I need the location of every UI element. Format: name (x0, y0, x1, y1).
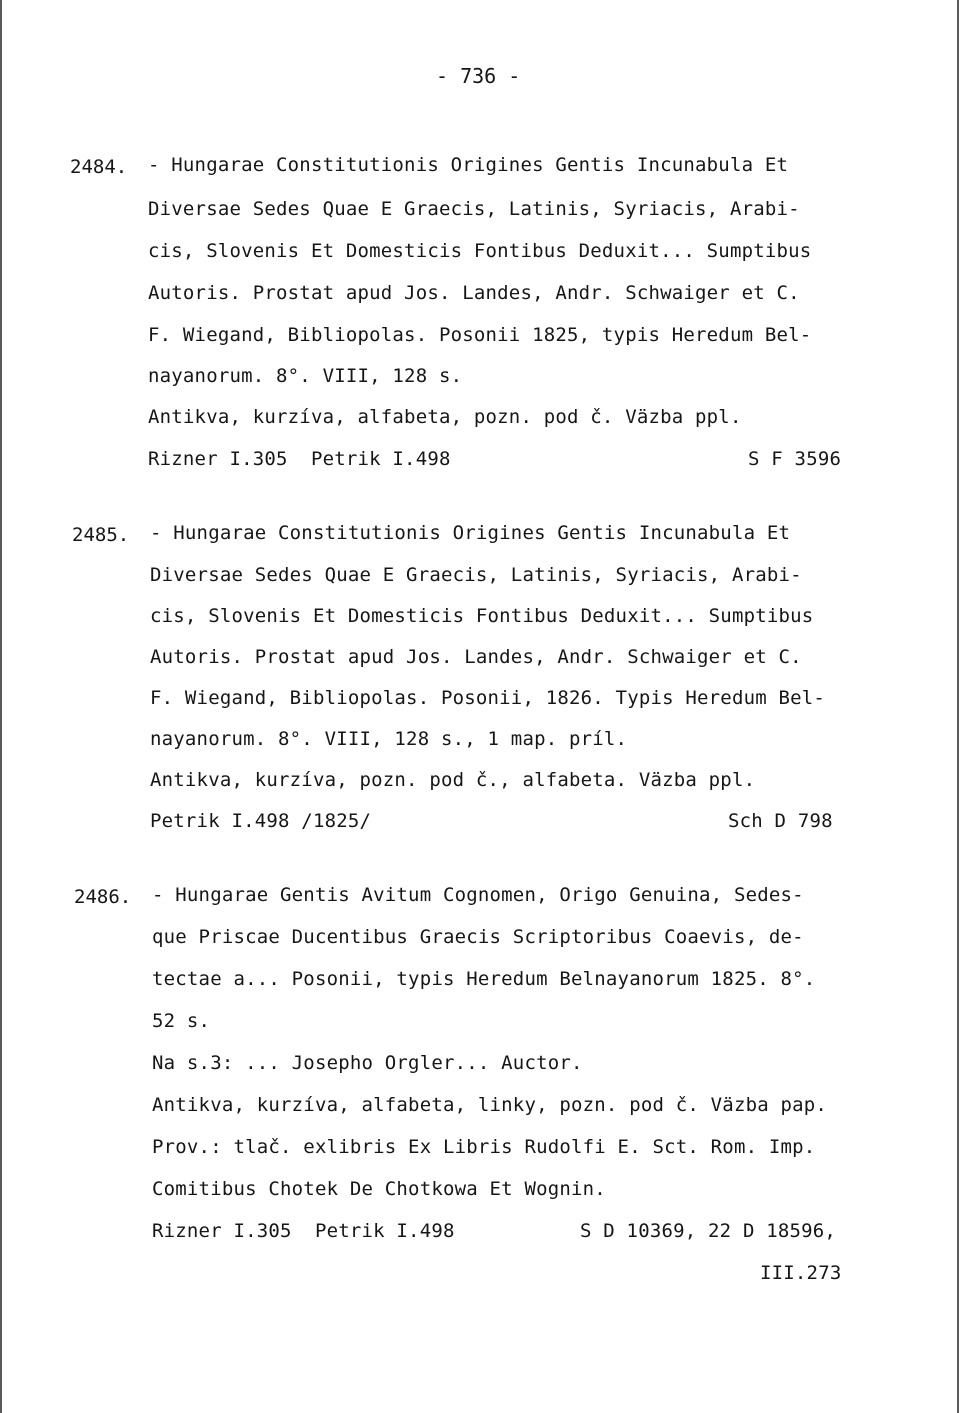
entry-line: tectae a... Posonii, typis Heredum Belnayanorum 1825. 8°. (152, 968, 816, 990)
entry-line: Antikva, kurzíva, pozn. pod č., alfabeta. Väzba ppl. (150, 769, 756, 791)
entry-line: nayanorum. 8°. VIII, 128 s., 1 map. príl. (150, 728, 628, 750)
entry-line: nayanorum. 8°. VIII, 128 s. (148, 365, 463, 387)
entry-line: - Hungarae Constitutionis Origines Gentis Incunabula Et (150, 522, 791, 544)
entry-line: que Priscae Ducentibus Graecis Scriptoribus Coaevis, de- (152, 926, 804, 948)
entry-line: Rizner I.305 Petrik I.498 (148, 448, 451, 470)
shelf-signature-continued: III.273 (760, 1262, 842, 1284)
entry-line: 52 s. (152, 1010, 211, 1032)
entry-line: - Hungarae Constitutionis Origines Gentis Incunabula Et (148, 154, 789, 176)
entry-number: 2485. (72, 524, 130, 546)
entry-line: cis, Slovenis Et Domesticis Fontibus Deduxit... Sumptibus (148, 240, 812, 262)
entry-line: F. Wiegand, Bibliopolas. Posonii 1825, typis Heredum Bel- (148, 324, 812, 346)
entry-line: Petrik I.498 /1825/ (150, 810, 372, 832)
entry-line: Comitibus Chotek De Chotkowa Et Wognin. (152, 1178, 606, 1200)
entry-line: Prov.: tlač. exlibris Ex Libris Rudolfi E. Sct. Rom. Imp. (152, 1136, 816, 1158)
shelf-signature: S D 10369, 22 D 18596, (580, 1220, 837, 1242)
entry-line: Autoris. Prostat apud Jos. Landes, Andr. Schwaiger et C. (148, 282, 800, 304)
entry-line: Rizner I.305 Petrik I.498 (152, 1220, 455, 1242)
entry-line: - Hungarae Gentis Avitum Cognomen, Origo Genuina, Sedes- (152, 884, 804, 906)
page-number: - 736 - (436, 64, 521, 88)
right-scan-edge (957, 0, 959, 1413)
entry-line: F. Wiegand, Bibliopolas. Posonii, 1826. Typis Heredum Bel- (150, 687, 826, 709)
entry-line: cis, Slovenis Et Domesticis Fontibus Deduxit... Sumptibus (150, 605, 814, 627)
entry-number: 2484. (70, 156, 128, 178)
shelf-signature: S F 3596 (748, 448, 842, 470)
entry-line: Na s.3: ... Josepho Orgler... Auctor. (152, 1052, 583, 1074)
entry-line: Diversae Sedes Quae E Graecis, Latinis, Syriacis, Arabi- (150, 564, 802, 586)
entry-line: Antikva, kurzíva, alfabeta, pozn. pod č. Väzba ppl. (148, 406, 742, 428)
shelf-signature: Sch D 798 (728, 810, 833, 832)
entry-line: Antikva, kurzíva, alfabeta, linky, pozn. pod č. Väzba pap. (152, 1094, 828, 1116)
entry-number: 2486. (74, 886, 132, 908)
left-scan-edge (0, 0, 2, 1413)
entry-line: Autoris. Prostat apud Jos. Landes, Andr. Schwaiger et C. (150, 646, 802, 668)
entry-line: Diversae Sedes Quae E Graecis, Latinis, Syriacis, Arabi- (148, 198, 800, 220)
